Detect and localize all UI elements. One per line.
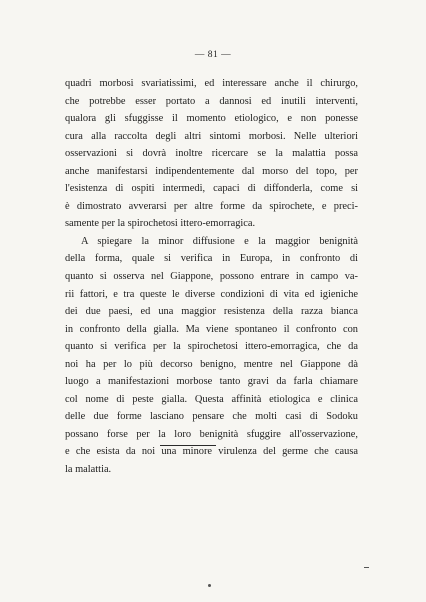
print-speck bbox=[364, 567, 369, 568]
text-line: quanto si verifica per la spirochetosi ittero-emorragica, che da bbox=[65, 341, 358, 353]
text-line: osservazioni si dovrà inoltre ricercare se la malattia possa bbox=[65, 148, 358, 160]
text-line: è dimostrato avverarsi per altre forme da spirochete, e preci- bbox=[65, 200, 358, 212]
print-speck bbox=[208, 584, 211, 587]
text-line: rii fattori, e tra queste le diverse condizioni di vita ed igieniche bbox=[65, 288, 358, 300]
body-text bbox=[65, 75, 358, 479]
text-line: cura alla raccolta degli altri sintomi morbosi. Nelle ulteriori bbox=[65, 130, 358, 142]
text-line: della forma, quale si verifica in Europa, in confronto di bbox=[65, 253, 358, 265]
text-line: delle due forme lasciano pensare che molti casi di Sodoku bbox=[65, 411, 358, 423]
text-line: dei due paesi, ed una maggior resistenza della razza bianca bbox=[65, 306, 358, 318]
text-line: samente per la spirochetosi ittero-emorragica. bbox=[65, 218, 256, 230]
text-line: l'esistenza di ospiti intermedi, capaci di diffonderla, come si bbox=[65, 183, 358, 195]
text-line: la malattia. bbox=[65, 464, 112, 476]
text-line: in confronto della gialla. Ma viene spontaneo il confronto con bbox=[65, 323, 358, 335]
section-divider bbox=[160, 445, 216, 446]
text-line: A spiegare la minor diffusione e la maggior benignità bbox=[81, 235, 358, 247]
text-line: che potrebbe esser portato a dannosi ed inutili interventi, bbox=[65, 95, 358, 107]
page-number: — 81 — bbox=[194, 50, 232, 60]
text-line: e che esista da noi una minore virulenza del germe che causa bbox=[65, 446, 358, 458]
text-line: col nome di peste gialla. Questa affinità etiologica e clinica bbox=[65, 393, 358, 405]
text-line: anche manifestarsi indipendentemente dal morso del topo, per bbox=[65, 165, 358, 177]
text-line: qualora gli sfuggisse il momento etiologico, e non ponesse bbox=[65, 113, 358, 125]
text-line: luogo a manifestazioni morbose tanto gravi da farla chiamare bbox=[65, 376, 358, 388]
text-line: quadri morbosi svariatissimi, ed interessare anche il chirurgo, bbox=[65, 78, 358, 89]
text-line: quanto si osserva nel Giappone, possono entrare in campo va- bbox=[65, 271, 358, 283]
text-line: possano forse per la loro benignità sfuggire all'osservazione, bbox=[65, 428, 358, 440]
text-line: noi ha per lo più decorso benigno, mentre nel Giappone dà bbox=[65, 358, 358, 370]
